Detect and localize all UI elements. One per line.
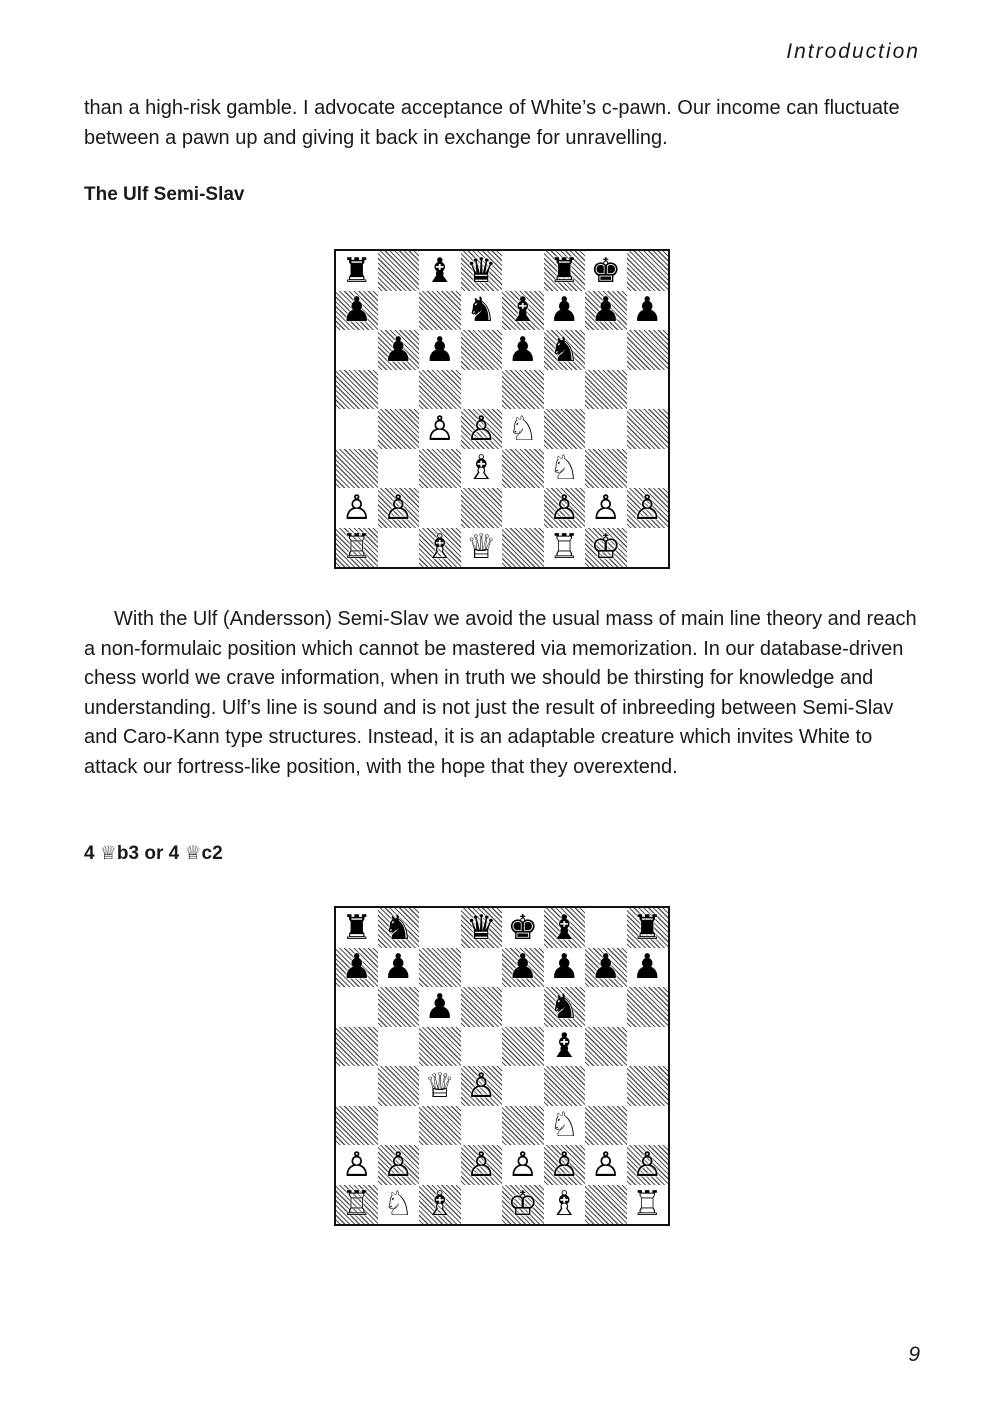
square-h8: [627, 908, 669, 948]
square-b3: [378, 1106, 420, 1146]
black-pawn-icon: ♟: [383, 329, 414, 370]
square-a2: [336, 1145, 378, 1185]
square-c3: [419, 449, 461, 489]
chess-diagram-queen-b3: [334, 906, 670, 1226]
black-pawn-icon: ♟: [341, 290, 372, 331]
white-pawn-icon: ♙: [466, 1144, 497, 1185]
black-pawn-icon: ♟: [632, 290, 663, 331]
square-f4: [544, 1066, 586, 1106]
square-h4: [627, 409, 669, 449]
square-e2: [502, 488, 544, 528]
square-b2: [378, 488, 420, 528]
square-f5: [544, 1027, 586, 1067]
square-g4: [585, 1066, 627, 1106]
white-rook-icon: ♖: [341, 1184, 372, 1225]
square-h5: [627, 1027, 669, 1067]
white-pawn-icon: ♙: [383, 1144, 414, 1185]
square-f7: [544, 948, 586, 988]
black-rook-icon: ♜: [632, 907, 663, 948]
square-b6: [378, 330, 420, 370]
square-c4: [419, 409, 461, 449]
white-pawn-icon: ♙: [383, 487, 414, 528]
square-b2: [378, 1145, 420, 1185]
black-queen-icon: ♛: [466, 907, 497, 948]
square-f1: [544, 1185, 586, 1225]
square-e7: [502, 948, 544, 988]
square-c7: [419, 948, 461, 988]
square-e8: [502, 251, 544, 291]
black-bishop-icon: ♝: [549, 907, 580, 948]
square-g6: [585, 987, 627, 1027]
square-f1: [544, 528, 586, 568]
square-a8: [336, 908, 378, 948]
black-king-icon: ♚: [590, 250, 621, 291]
white-knight-icon: ♘: [549, 1105, 580, 1146]
square-g1: [585, 1185, 627, 1225]
black-pawn-icon: ♟: [424, 986, 455, 1027]
square-c5: [419, 1027, 461, 1067]
white-rook-icon: ♖: [549, 527, 580, 568]
square-c8: [419, 908, 461, 948]
square-b7: [378, 291, 420, 331]
square-d4: [461, 409, 503, 449]
square-f2: [544, 1145, 586, 1185]
square-b5: [378, 1027, 420, 1067]
black-rook-icon: ♜: [549, 250, 580, 291]
square-c2: [419, 1145, 461, 1185]
square-e2: [502, 1145, 544, 1185]
heading-move-suffix: c2: [201, 843, 223, 864]
square-c7: [419, 291, 461, 331]
white-bishop-icon: ♗: [549, 1184, 580, 1225]
square-a7: [336, 948, 378, 988]
black-pawn-icon: ♟: [383, 947, 414, 988]
black-pawn-icon: ♟: [632, 947, 663, 988]
black-knight-icon: ♞: [466, 290, 497, 331]
square-g7: [585, 948, 627, 988]
square-e1: [502, 528, 544, 568]
white-pawn-icon: ♙: [632, 1144, 663, 1185]
white-knight-icon: ♘: [507, 408, 538, 449]
white-bishop-icon: ♗: [424, 527, 455, 568]
white-queen-icon: ♕: [424, 1065, 455, 1106]
square-a6: [336, 330, 378, 370]
black-rook-icon: ♜: [341, 250, 372, 291]
heading-move-prefix: 4: [84, 843, 100, 864]
black-bishop-icon: ♝: [424, 250, 455, 291]
square-h8: [627, 251, 669, 291]
black-pawn-icon: ♟: [507, 947, 538, 988]
square-h2: [627, 1145, 669, 1185]
square-g7: [585, 291, 627, 331]
black-pawn-icon: ♟: [590, 290, 621, 331]
black-pawn-icon: ♟: [341, 947, 372, 988]
square-c2: [419, 488, 461, 528]
square-f6: [544, 330, 586, 370]
black-bishop-icon: ♝: [507, 290, 538, 331]
square-b1: [378, 1185, 420, 1225]
square-b8: [378, 251, 420, 291]
square-e5: [502, 1027, 544, 1067]
square-d7: [461, 291, 503, 331]
square-a8: [336, 251, 378, 291]
square-e3: [502, 1106, 544, 1146]
white-pawn-icon: ♙: [424, 408, 455, 449]
square-g2: [585, 488, 627, 528]
white-bishop-icon: ♗: [424, 1184, 455, 1225]
section-heading-queen-moves: [84, 842, 223, 865]
black-knight-icon: ♞: [549, 329, 580, 370]
square-d8: [461, 908, 503, 948]
square-a7: [336, 291, 378, 331]
black-pawn-icon: ♟: [549, 290, 580, 331]
square-g3: [585, 449, 627, 489]
white-pawn-icon: ♙: [549, 1144, 580, 1185]
square-f3: [544, 1106, 586, 1146]
white-pawn-icon: ♙: [590, 487, 621, 528]
square-a5: [336, 1027, 378, 1067]
white-rook-icon: ♖: [632, 1184, 663, 1225]
section-heading-ulf-semi-slav: The Ulf Semi-Slav: [84, 184, 245, 205]
square-g8: [585, 251, 627, 291]
square-e1: [502, 1185, 544, 1225]
square-a1: [336, 528, 378, 568]
white-pawn-icon: ♙: [590, 1144, 621, 1185]
square-e6: [502, 330, 544, 370]
black-king-icon: ♚: [507, 907, 538, 948]
square-g3: [585, 1106, 627, 1146]
white-king-icon: ♔: [590, 527, 621, 568]
square-e4: [502, 409, 544, 449]
square-e4: [502, 1066, 544, 1106]
square-f7: [544, 291, 586, 331]
square-a1: [336, 1185, 378, 1225]
square-h2: [627, 488, 669, 528]
square-h3: [627, 1106, 669, 1146]
square-a4: [336, 409, 378, 449]
square-c1: [419, 1185, 461, 1225]
square-f3: [544, 449, 586, 489]
square-h4: [627, 1066, 669, 1106]
square-h3: [627, 449, 669, 489]
white-king-icon: ♔: [507, 1184, 538, 1225]
white-pawn-icon: ♙: [466, 408, 497, 449]
square-b8: [378, 908, 420, 948]
square-b1: [378, 528, 420, 568]
square-d5: [461, 1027, 503, 1067]
square-d6: [461, 987, 503, 1027]
white-pawn-icon: ♙: [341, 1144, 372, 1185]
square-a3: [336, 1106, 378, 1146]
queen-figurine-icon: ♕: [99, 842, 117, 864]
square-g2: [585, 1145, 627, 1185]
square-b4: [378, 1066, 420, 1106]
square-c4: [419, 1066, 461, 1106]
square-c6: [419, 330, 461, 370]
chess-diagram-ulf-semi-slav: [334, 249, 670, 569]
square-h6: [627, 330, 669, 370]
square-g6: [585, 330, 627, 370]
black-pawn-icon: ♟: [590, 947, 621, 988]
heading-move-middle: b3 or 4: [116, 843, 185, 864]
square-e5: [502, 370, 544, 410]
square-d8: [461, 251, 503, 291]
square-a4: [336, 1066, 378, 1106]
square-c8: [419, 251, 461, 291]
white-pawn-icon: ♙: [507, 1144, 538, 1185]
square-e6: [502, 987, 544, 1027]
white-pawn-icon: ♙: [466, 1065, 497, 1106]
square-a5: [336, 370, 378, 410]
white-knight-icon: ♘: [383, 1184, 414, 1225]
square-g4: [585, 409, 627, 449]
white-pawn-icon: ♙: [549, 487, 580, 528]
square-h5: [627, 370, 669, 410]
square-h7: [627, 291, 669, 331]
square-g8: [585, 908, 627, 948]
black-pawn-icon: ♟: [424, 329, 455, 370]
square-h7: [627, 948, 669, 988]
square-f8: [544, 251, 586, 291]
square-d3: [461, 449, 503, 489]
white-pawn-icon: ♙: [632, 487, 663, 528]
square-b4: [378, 409, 420, 449]
white-rook-icon: ♖: [341, 527, 372, 568]
white-queen-icon: ♕: [466, 527, 497, 568]
square-c3: [419, 1106, 461, 1146]
square-f8: [544, 908, 586, 948]
white-pawn-icon: ♙: [341, 487, 372, 528]
queen-figurine-icon: ♕: [184, 842, 202, 864]
square-d1: [461, 1185, 503, 1225]
square-d2: [461, 1145, 503, 1185]
square-e8: [502, 908, 544, 948]
square-f5: [544, 370, 586, 410]
square-a2: [336, 488, 378, 528]
square-a6: [336, 987, 378, 1027]
square-d6: [461, 330, 503, 370]
square-f2: [544, 488, 586, 528]
square-b7: [378, 948, 420, 988]
square-c5: [419, 370, 461, 410]
square-b5: [378, 370, 420, 410]
black-bishop-icon: ♝: [549, 1026, 580, 1067]
white-knight-icon: ♘: [549, 448, 580, 489]
black-knight-icon: ♞: [383, 907, 414, 948]
running-head: Introduction: [786, 40, 920, 63]
square-c1: [419, 528, 461, 568]
paragraph-ulf-semi-slav: With the Ulf (Andersson) Semi-Slav we avoid the usual mass of main line theory and reach a non-formulaic position which cannot be mastered via memorization. In our database-driven chess world we crave information, when in truth we should be thirsting for knowledge and understanding. Ulf’s line is sound and is not just the result of inbreeding between Semi-Slav and Caro-Kann type structures. Instead, it is an adaptable creature which invites White to attack our fortress-like position, with the hope that they overextend.: [84, 608, 917, 778]
black-pawn-icon: ♟: [549, 947, 580, 988]
square-g5: [585, 1027, 627, 1067]
paragraph-intro: than a high-risk gamble. I advocate acceptance of White’s c-pawn. Our income can fluctuate between a pawn up and giving it back in exchange for unravelling.: [84, 97, 900, 149]
page-number: 9: [908, 1343, 920, 1366]
square-c6: [419, 987, 461, 1027]
square-f6: [544, 987, 586, 1027]
square-d2: [461, 488, 503, 528]
square-b6: [378, 987, 420, 1027]
black-pawn-icon: ♟: [507, 329, 538, 370]
square-h6: [627, 987, 669, 1027]
square-h1: [627, 1185, 669, 1225]
square-e3: [502, 449, 544, 489]
square-b3: [378, 449, 420, 489]
square-d1: [461, 528, 503, 568]
square-d5: [461, 370, 503, 410]
square-d7: [461, 948, 503, 988]
black-rook-icon: ♜: [341, 907, 372, 948]
square-d4: [461, 1066, 503, 1106]
black-queen-icon: ♛: [466, 250, 497, 291]
white-bishop-icon: ♗: [466, 448, 497, 489]
square-g5: [585, 370, 627, 410]
square-d3: [461, 1106, 503, 1146]
square-f4: [544, 409, 586, 449]
black-knight-icon: ♞: [549, 986, 580, 1027]
square-g1: [585, 528, 627, 568]
square-e7: [502, 291, 544, 331]
square-a3: [336, 449, 378, 489]
square-h1: [627, 528, 669, 568]
